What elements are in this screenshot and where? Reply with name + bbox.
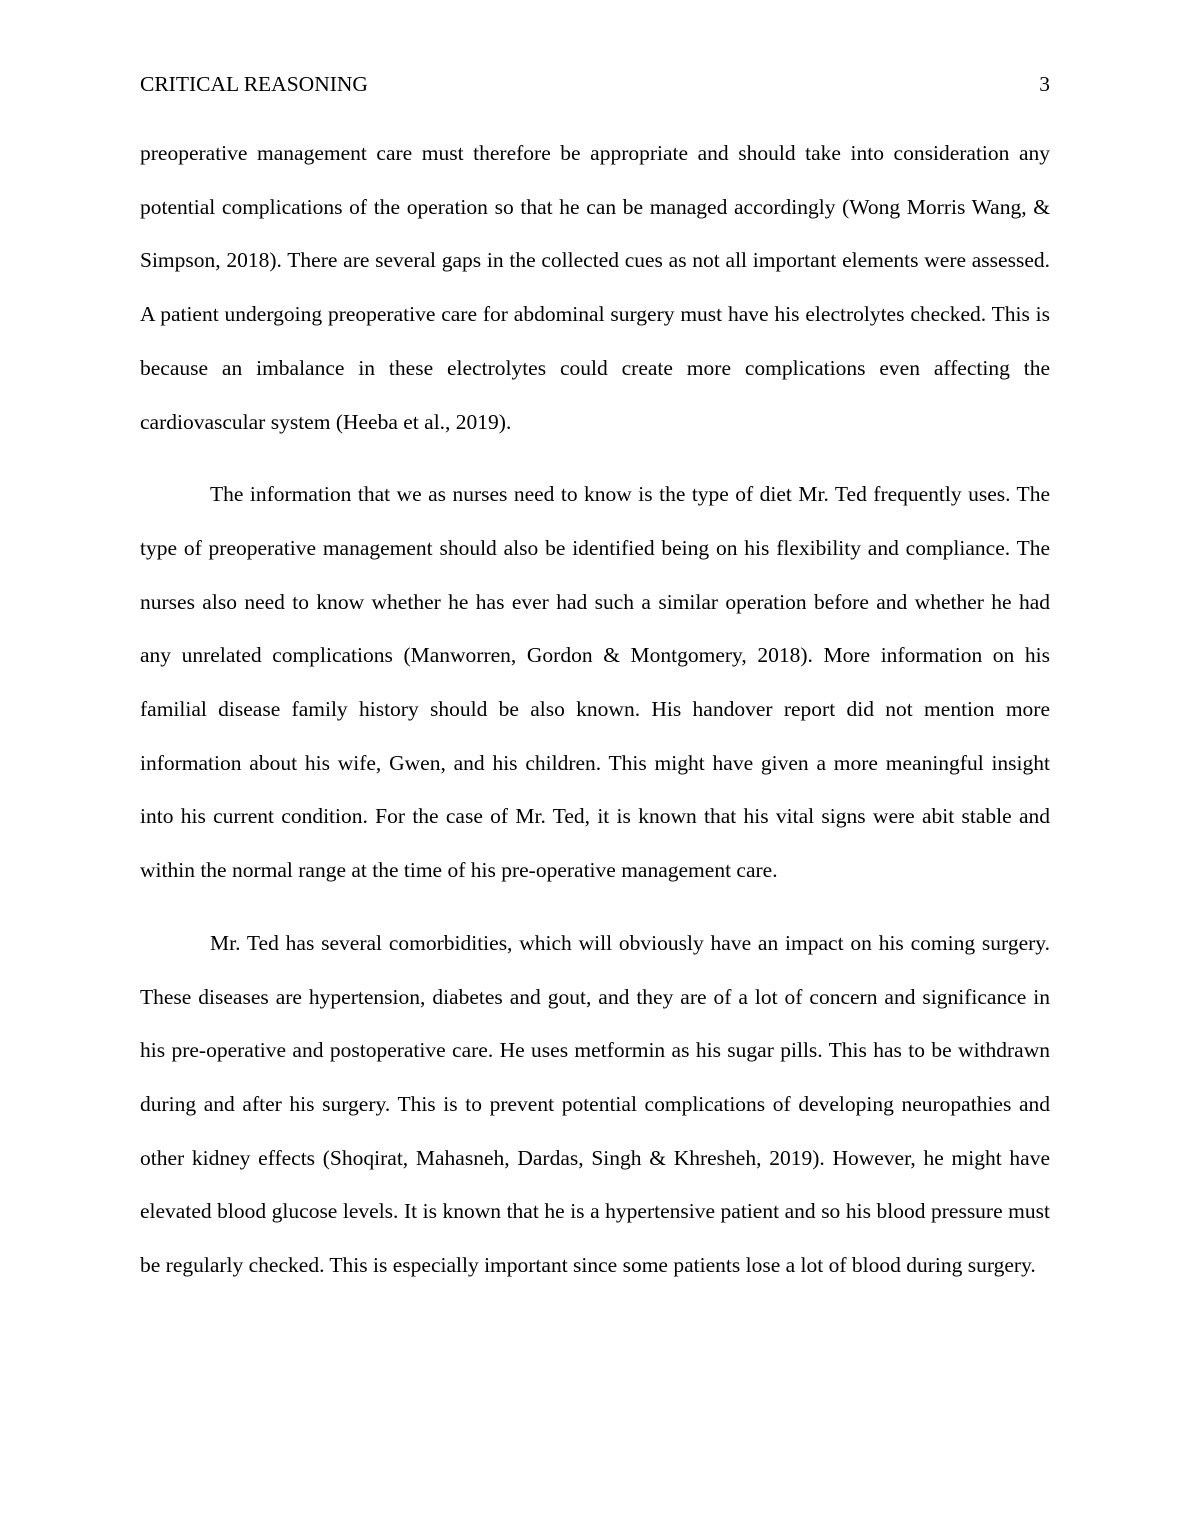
paragraph-comorbidities: Mr. Ted has several comorbidities, which will obviously have an impact on his coming surgery. These diseases are hypertension, diabetes and gout, and they are of a lot of concern and significance in his pre-operative and postoperative care. He uses metformin as his sugar pills. This has to be withdrawn during and after his surgery. This is to prevent potential complications of developing neuropathies and other kidney effects (Shoqirat, Mahasneh, Dardas, Singh & Khresheh, 2019). However, he might have elevated blood glucose levels. It is known that he is a hypertensive patient and so his blood pressure must be regularly checked. This is especially important since some patients lose a lot of blood during surgery. <box>140 930 1050 1278</box>
document-body <box>140 127 1050 1293</box>
paragraph-continuation: preoperative management care must therefore be appropriate and should take into consideration any potential complications of the operation so that he can be managed accordingly (Wong Morris Wang, & Simpson, 2018). There are several gaps in the collected cues as not all important elements were assessed. A patient undergoing preoperative care for abdominal surgery must have his electrolytes checked. This is because an imbalance in these electrolytes could create more complications even affecting the cardiovascular system (Heeba et al., 2019). <box>140 141 1050 434</box>
page-number: 3 <box>1039 72 1050 96</box>
running-head: CRITICAL REASONING <box>140 72 368 96</box>
page-header <box>140 70 1050 98</box>
paragraph-information-needs: The information that we as nurses need to know is the type of diet Mr. Ted frequently uses. The type of preoperative management should also be identified being on his flexibility and compliance. The nurses also need to know whether he has ever had such a similar operation before and whether he had any unrelated complications (Manworren, Gordon & Montgomery, 2018). More information on his familial disease family history should be also known. His handover report did not mention more information about his wife, Gwen, and his children. This might have given a more meaningful insight into his current condition. For the case of Mr. Ted, it is known that his vital signs were abit stable and within the normal range at the time of his pre-operative management care. <box>140 482 1050 883</box>
